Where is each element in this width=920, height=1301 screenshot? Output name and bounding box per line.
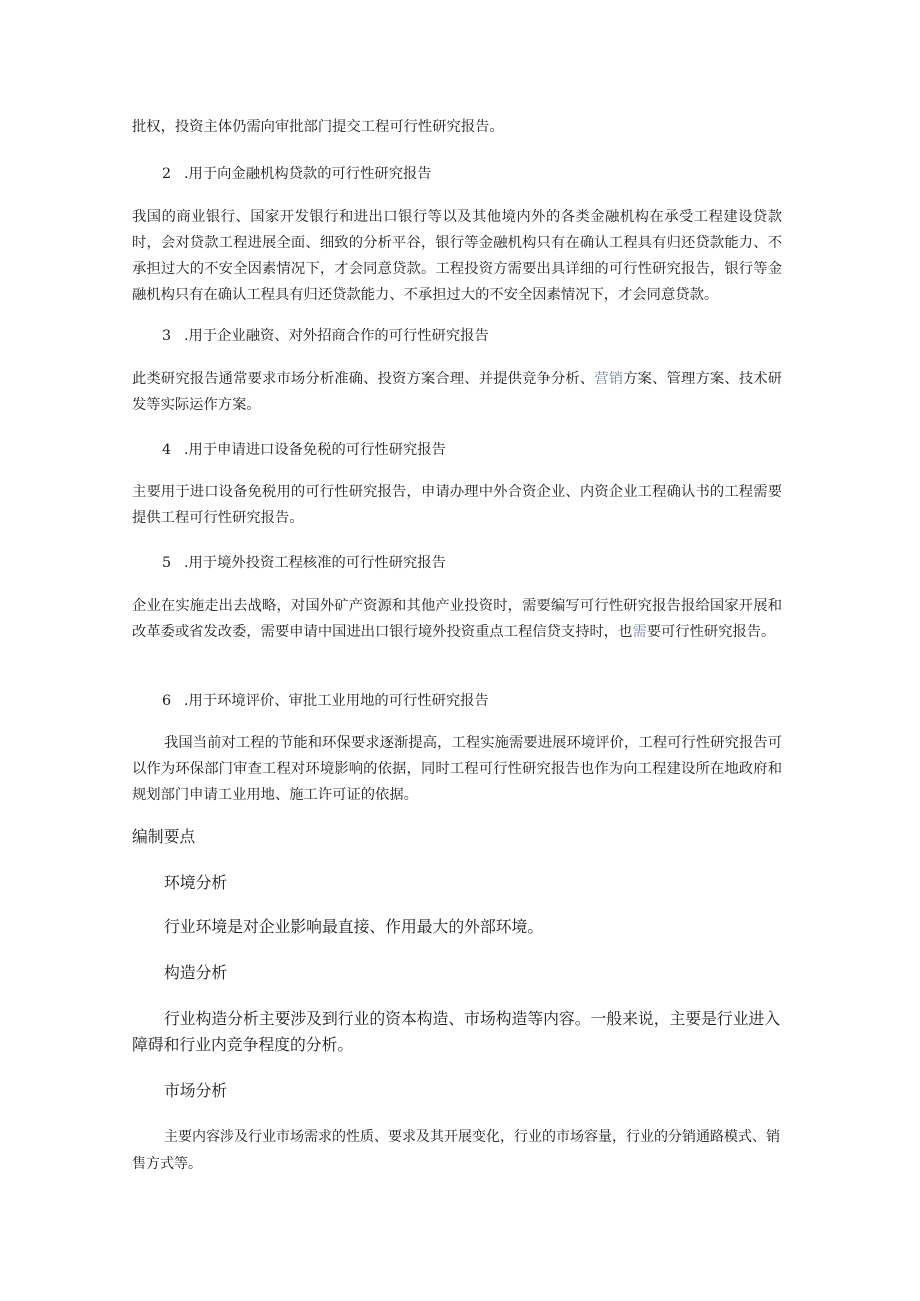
- section-heading-4: [162, 440, 812, 460]
- section-heading-3: [162, 326, 812, 346]
- section-title: .用于申请进口设备免税的可行性研究报告: [184, 442, 446, 458]
- intro-tail-paragraph: 批权，投资主体仍需向审批部门提交工程可行性研究报告。: [132, 119, 504, 135]
- env-analysis-title: 环境分析: [164, 873, 228, 892]
- section-6-body: 我国当前对工程的节能和环保要求逐渐提高，工程实施需要进展环境评价，工程可行性研究报告可以作为环保部门审查工程对环境影响的依据，同时工程可行性研究报告也作为向工程建设所在地政府和规划部门申请工业用地、施工许可证的依据。: [132, 735, 782, 803]
- section-title: .用于境外投资工程核准的可行性研究报告: [184, 555, 446, 571]
- section-number: 4: [162, 442, 172, 458]
- section-heading-5: [162, 553, 812, 573]
- section-number: 5: [162, 555, 172, 571]
- structure-analysis-title: 构造分析: [164, 963, 228, 982]
- section-3-text-b: 方案、管理方案、技术研发等实际运作方案。: [132, 371, 783, 413]
- market-analysis-body: 主要内容涉及行业市场需求的性质、要求及其开展变化，行业的市场容量，行业的分销通路模式、销售方式等。: [132, 1129, 780, 1172]
- section-5-body: [132, 593, 782, 645]
- section-2-body: 我国的商业银行、国家开发银行和进出口银行等以及其他境内外的各类金融机构在承受工程建设贷款时，会对贷款工程进展全面、细致的分析平谷，银行等金融机构只有在确认工程具有归还贷款能力、不承担过大的不安全因素情况下，才会同意贷款。工程投资方需要出具详细的可行性研究报告，银行等金融机构只有在确认工程具有归还贷款能力、不承担过大的不安全因素情况下，才会同意贷款。: [132, 209, 782, 303]
- section-number: 3: [162, 328, 172, 344]
- market-analysis-title: 市场分析: [164, 1081, 228, 1100]
- section-title: .用于向金融机构贷款的可行性研究报告: [184, 166, 432, 182]
- highlight-link[interactable]: 需: [632, 624, 647, 640]
- section-heading-6: [162, 691, 812, 711]
- section-4-body: 主要用于进口设备免税用的可行性研究报告，申请办理中外合资企业、内资企业工程确认书的工程需要提供工程可行性研究报告。: [132, 484, 782, 526]
- points-heading: 编制要点: [132, 827, 196, 846]
- highlight-link[interactable]: 营销: [594, 371, 624, 387]
- structure-analysis-body: 行业构造分析主要涉及到行业的资本构造、市场构造等内容。一般来说，主要是行业进入障碍和行业内竞争程度的分析。: [132, 1009, 781, 1054]
- section-3-body: [132, 366, 782, 418]
- section-number: 6: [162, 693, 172, 709]
- section-5-text-a: 企业在实施走出去战略，对国外矿产资源和其他产业投资时，需要编写可行性研究报告报给国家开展和改革委或省发改委，需要申请中国进出口银行境外投资重点工程信贷支持时，也: [132, 598, 782, 640]
- section-title: .用于企业融资、对外招商合作的可行性研究报告: [184, 328, 489, 344]
- section-3-text-a: 此类研究报告通常要求市场分析准确、投资方案合理、并提供竞争分析、: [132, 371, 595, 387]
- env-analysis-body: 行业环境是对企业影响最直接、作用最大的外部环境。: [164, 917, 544, 936]
- section-number: 2: [162, 166, 172, 182]
- section-5-text-b: 要可行性研究报告。: [646, 624, 776, 640]
- section-heading-2: [162, 164, 812, 184]
- section-title: .用于环境评价、审批工业用地的可行性研究报告: [184, 693, 489, 709]
